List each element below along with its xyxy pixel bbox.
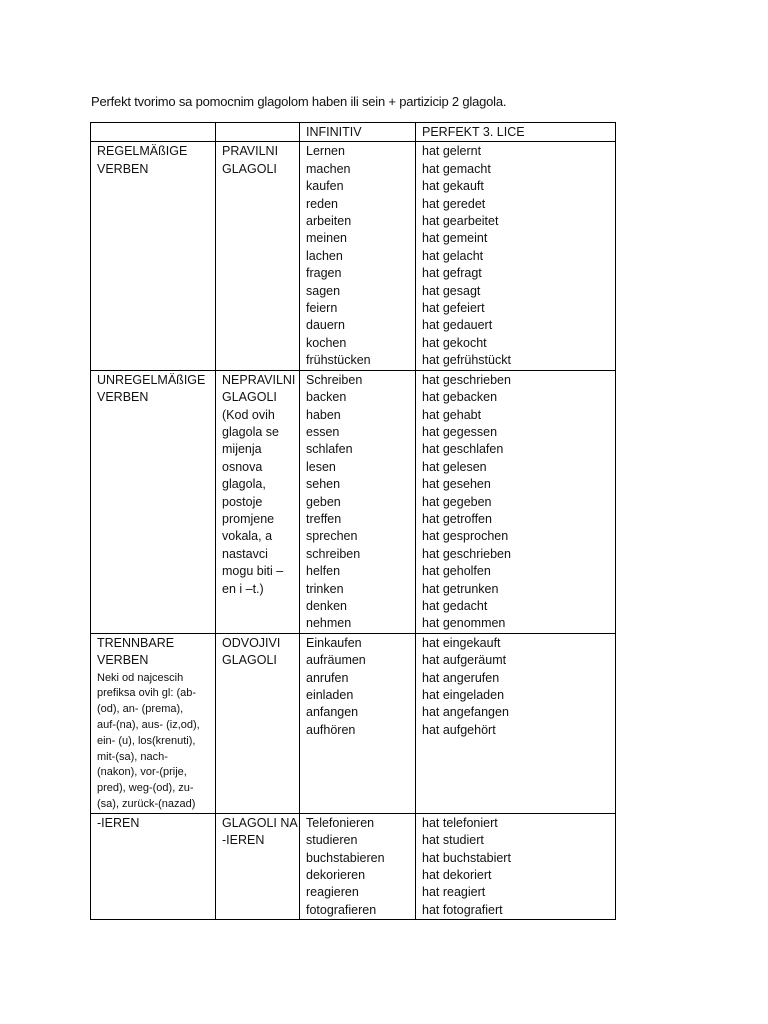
category-cell [91,370,216,633]
perfekt-cell [416,813,616,919]
category-label: -IEREN [97,815,140,830]
translation-label: glagola, [222,477,266,492]
intro-text: Perfekt tvorimo sa pomocnim glagolom haben ili sein + partizicip 2 glagola. [91,94,507,109]
translation-label: (Kod ovih [222,407,275,422]
perfekt-item: hat gesprochen [422,529,509,544]
infinitiv-item: lachen [306,248,343,263]
infinitiv-item: fotografieren [306,902,377,917]
category-label: UNREGELMÄßIGE [97,372,206,387]
perfekt-item: hat eingekauft [422,635,501,650]
translation-label: postoje [222,494,263,509]
translation-label: NEPRAVILNI [222,372,296,387]
perfekt-item: hat telefoniert [422,815,498,830]
translation-label: GLAGOLI NA [222,815,298,830]
perfekt-item: hat gedauert [422,318,493,333]
infinitiv-item: studieren [306,833,358,848]
group-row [91,813,616,919]
infinitiv-item: sagen [306,283,341,298]
infinitiv-item: sprechen [306,529,358,544]
translation-label: promjene [222,511,275,526]
header-col2 [216,123,300,142]
prefix-note-line: auf-(na), aus- (iz,od), [97,718,200,731]
infinitiv-item: denken [306,598,348,613]
translation-cell [216,142,300,370]
translation-label: nastavci [222,546,268,561]
category-label: TRENNBARE [97,635,175,650]
translation-label: mijenja [222,442,262,457]
infinitiv-item: kochen [306,335,347,350]
group-row [91,633,616,813]
infinitiv-item: feiern [306,301,338,316]
perfekt-item: hat getrunken [422,581,499,596]
infinitiv-item: reden [306,196,338,211]
perfekt-item: hat angefangen [422,705,509,720]
infinitiv-item: fragen [306,266,342,281]
prefix-note-line: (od), an- (prema), [97,703,184,716]
infinitiv-item: aufhören [306,722,356,737]
perfekt-item: hat reagiert [422,885,486,900]
infinitiv-item: einladen [306,688,354,702]
infinitiv-item: machen [306,161,351,176]
infinitiv-cell [300,633,416,813]
infinitiv-item: Schreiben [306,372,363,387]
perfekt-item: hat aufgeräumt [422,653,507,668]
infinitiv-item: arbeiten [306,214,352,229]
perfekt-item: hat gemeint [422,231,488,246]
perfekt-item: hat geredet [422,196,486,211]
perfekt-item: hat gemacht [422,161,491,176]
infinitiv-item: anfangen [306,705,359,720]
translation-label: PRAVILNI [222,144,279,159]
category-label: VERBEN [97,161,149,176]
header-col1 [91,123,216,142]
perfekt-item: hat geschrieben [422,546,511,561]
category-cell [91,142,216,370]
translation-label: GLAGOLI [222,161,277,176]
infinitiv-item: sehen [306,477,341,492]
perfekt-item: hat gelacht [422,248,484,263]
infinitiv-item: Telefonieren [306,815,375,830]
group-row [91,142,616,370]
prefix-note-line: Neki od najcescih [97,671,184,684]
translation-cell [216,633,300,813]
translation-label: -IEREN [222,833,265,848]
translation-label: vokala, a [222,529,273,544]
perfekt-item: hat fotografiert [422,902,503,917]
header-row [91,123,616,142]
translation-cell [216,813,300,919]
perfekt-item: hat buchstabiert [422,850,511,865]
infinitiv-item: schlafen [306,442,353,457]
perfekt-item: hat gesagt [422,283,481,298]
perfekt-item: hat dekoriert [422,867,492,882]
perfekt-item: hat gekauft [422,179,484,194]
perfekt-item: hat studiert [422,833,484,848]
infinitiv-cell [300,142,416,370]
prefix-note-line: (nakon), vor-(prije, [97,766,187,779]
perfekt-item: hat eingeladen [422,688,505,702]
category-label: VERBEN [97,653,149,668]
translation-label: osnova [222,459,263,474]
infinitiv-item: helfen [306,564,341,579]
translation-label: GLAGOLI [222,390,277,405]
category-cell [91,813,216,919]
infinitiv-item: Einkaufen [306,635,362,650]
prefix-note-line: (sa), zurück-(nazad) [97,797,196,810]
perfekt-item: hat gelesen [422,459,487,474]
infinitiv-item: nehmen [306,616,352,631]
perfekt-item: hat geholfen [422,564,491,579]
infinitiv-item: reagieren [306,885,359,900]
perfekt-item: hat getroffen [422,511,492,526]
perfekt-item: hat gegessen [422,424,498,439]
prefix-note-line: ein- (u), los(krenuti), [97,734,196,747]
perfekt-item: hat geschrieben [422,372,511,387]
prefix-note-line: mit-(sa), nach- [97,750,168,763]
infinitiv-item: backen [306,390,347,405]
perfekt-item: hat gesehen [422,477,491,492]
translation-label: GLAGOLI [222,653,277,668]
infinitiv-item: dauern [306,318,345,333]
infinitiv-cell [300,370,416,633]
verb-table [90,122,616,920]
category-cell [91,633,216,813]
infinitiv-item: geben [306,494,341,509]
perfekt-cell [416,633,616,813]
perfekt-item: hat genommen [422,616,506,631]
translation-label: glagola se [222,424,279,439]
infinitiv-item: dekorieren [306,867,366,882]
infinitiv-item: lesen [306,459,336,474]
prefix-note-line: pred), weg-(od), zu- [97,782,194,795]
infinitiv-item: Lernen [306,144,345,159]
perfekt-cell [416,142,616,370]
translation-label: ODVOJIVI [222,635,281,650]
infinitiv-item: kaufen [306,179,344,194]
infinitiv-item: meinen [306,231,347,246]
perfekt-item: hat gefeiert [422,301,485,316]
infinitiv-item: trinken [306,581,344,596]
header-infinitiv: INFINITIV [300,123,416,142]
infinitiv-item: frühstücken [306,353,371,368]
infinitiv-item: buchstabieren [306,850,385,865]
perfekt-item: hat gefragt [422,266,482,281]
perfekt-item: hat gefrühstückt [422,353,511,368]
perfekt-item: hat gehabt [422,407,482,422]
prefix-note [97,671,209,813]
translation-label: en i –t.) [222,581,264,596]
perfekt-item: hat gearbeitet [422,214,499,229]
group-row [91,370,616,633]
infinitiv-item: haben [306,407,341,422]
header-perfekt: PERFEKT 3. LICE [416,123,616,142]
translation-label: mogu biti – [222,564,284,579]
category-label: REGELMÄßIGE [97,144,188,159]
translation-cell [216,370,300,633]
perfekt-cell [416,370,616,633]
infinitiv-item: schreiben [306,546,361,561]
perfekt-item: hat geschlafen [422,442,504,457]
prefix-note-line: prefiksa ovih gl: (ab- [97,687,197,700]
infinitiv-cell [300,813,416,919]
perfekt-item: hat gelernt [422,144,482,159]
perfekt-item: hat gegeben [422,494,492,509]
perfekt-item: hat angerufen [422,670,500,685]
perfekt-item: hat gebacken [422,390,498,405]
infinitiv-item: aufräumen [306,653,366,668]
perfekt-item: hat gekocht [422,335,487,350]
infinitiv-item: treffen [306,511,342,526]
infinitiv-item: anrufen [306,670,349,685]
perfekt-item: hat aufgehört [422,722,496,737]
category-label: VERBEN [97,390,149,405]
infinitiv-item: essen [306,424,340,439]
perfekt-item: hat gedacht [422,598,488,613]
